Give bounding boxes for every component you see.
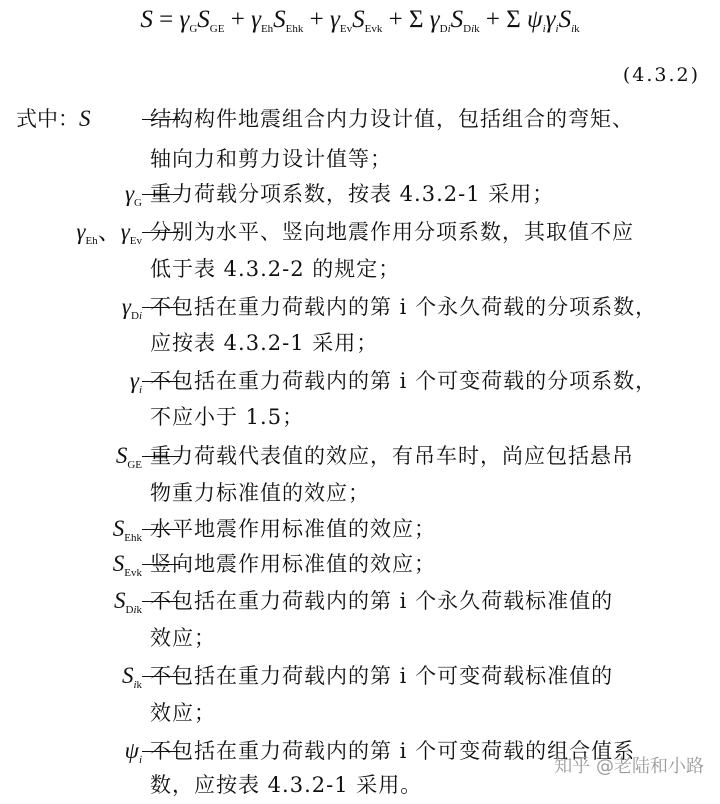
symbol: $S_{Ehk}$ bbox=[112, 516, 142, 544]
definition-text: 不包括在重力荷载内的第 i 个可变荷载的分项系数， bbox=[150, 369, 658, 393]
definition-text: 效应； bbox=[150, 701, 216, 725]
definition-text: 不包括在重力荷载内的第 i 个可变荷载标准值的 bbox=[150, 664, 614, 688]
symbol: $\gamma_i$ bbox=[129, 368, 142, 396]
symbol: $\gamma_{Eh}$、$\gamma_{Ev}$ bbox=[76, 219, 142, 247]
symbol: $S_{ik}$ bbox=[121, 663, 142, 691]
main-formula: $S = \gamma_GS_{GE} + \gamma_{Eh}S_{Ehk} + \gamma_{Ev}S_{Evk} + \Sigma$ $\gamma_{Di}S_{Dik} + \Sigma$ $\psi_i\gamma_iS_{ik}$ bbox=[140, 6, 580, 35]
definition-text: 物重力标准值的效应； bbox=[150, 481, 370, 505]
definition-text: 低于表 4.3.2-2 的规定； bbox=[150, 257, 401, 281]
symbol: $S_{GE}$ bbox=[115, 443, 142, 471]
equation-number: (4.3.2) bbox=[622, 64, 700, 86]
definition-text: 分别为水平、竖向地震作用分项系数，其取值不应 bbox=[150, 220, 634, 244]
symbol: $\gamma_{Di}$ bbox=[121, 294, 142, 322]
definition-text: 不包括在重力荷载内的第 i 个永久荷载标准值的 bbox=[150, 589, 614, 613]
definition-text: 轴向力和剪力设计值等； bbox=[150, 147, 392, 171]
definition-text: 不包括在重力荷载内的第 i 个可变荷载的组合值系 bbox=[150, 739, 636, 763]
symbol: $\psi_i$ bbox=[124, 738, 142, 766]
definition-text: 重力荷载分项系数，按表 4.3.2-1 采用； bbox=[150, 182, 555, 206]
definition-text: 结构构件地震组合内力设计值，包括组合的弯矩、 bbox=[150, 107, 634, 131]
zhihu-watermark: 知乎 @老陆和小路 bbox=[554, 756, 704, 777]
definition-text: 重力荷载代表值的效应，有吊车时，尚应包括悬吊 bbox=[150, 444, 634, 468]
definition-text: 水平地震作用标准值的效应； bbox=[150, 517, 436, 541]
definition-text: 竖向地震作用标准值的效应； bbox=[150, 552, 436, 576]
definition-text: 不包括在重力荷载内的第 i 个永久荷载的分项系数， bbox=[150, 295, 658, 319]
where-label: 式中：S bbox=[16, 106, 91, 131]
definition-text: 效应； bbox=[150, 626, 216, 650]
symbol: $\gamma_G$ bbox=[124, 181, 142, 209]
symbol: $S_{Dik}$ bbox=[113, 588, 142, 616]
symbol: $S_{Evk}$ bbox=[112, 551, 142, 579]
definition-text: 不应小于 1.5； bbox=[150, 405, 305, 429]
definition-text: 应按表 4.3.2-1 采用； bbox=[150, 331, 379, 355]
definition-text: 数，应按表 4.3.2-1 采用。 bbox=[150, 773, 423, 797]
